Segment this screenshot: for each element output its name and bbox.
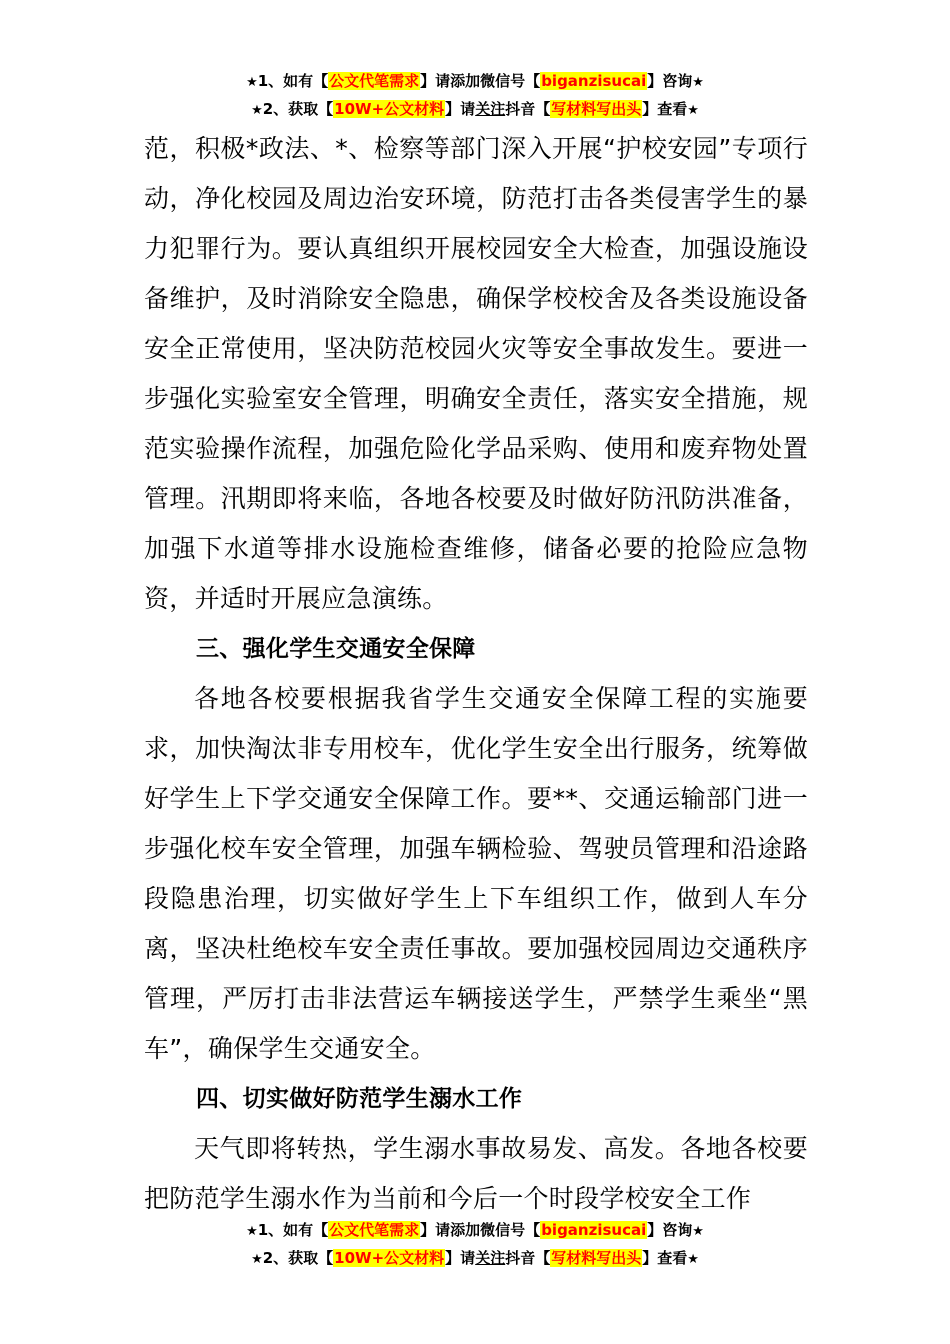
star-icon: ★ [692,75,704,90]
banner-highlight: 10W+公文材料 [334,100,445,118]
banner-line-2 [0,96,950,124]
banner-text: 】查看 [642,100,688,118]
star-icon: ★ [687,1252,699,1267]
header-banner [0,68,950,124]
banner-text: 】咨询 [647,72,693,90]
banner-text: 】查看 [642,1249,688,1267]
star-icon: ★ [251,1252,263,1267]
star-icon: ★ [687,103,699,118]
banner-highlight: 公文代笔需求 [329,1221,420,1239]
section-heading-4: 四、切实做好防范学生溺水工作 [196,1086,523,1112]
banner-text: 抖音【 [505,1249,551,1267]
footer-banner [0,1217,950,1273]
banner-text: 1、如有【 [257,72,329,90]
banner-line-1 [0,1217,950,1245]
banner-text: 】请 [445,1249,476,1267]
banner-highlight: 10W+公文材料 [334,1249,445,1267]
star-icon: ★ [246,1224,258,1239]
banner-text: 2、获取【 [262,100,334,118]
banner-text: 1、如有【 [257,1221,329,1239]
banner-line-2 [0,1245,950,1273]
star-icon: ★ [246,75,258,90]
paragraph: 各地各校要根据我省学生交通安全保障工程的实施要求，加快淘汰非专用校车，优化学生安全出行服务，统筹做好学生上下学交通安全保障工作。要**、交通运输部门进一步强化校车安全管理，加强车辆检验、驾驶员管理和沿途路段隐患治理，切实做好学生上下车组织工作，做到人车分离，坚决杜绝校车安全责任事故。要加强校园周边交通秩序管理，严厉打击非法营运车辆接送学生，严禁学生乘坐“黑车”，确保学生交通安全。 [144,684,808,1063]
banner-underlined: 关注 [475,1249,506,1267]
banner-highlight: biganzisucai [541,1221,647,1239]
banner-highlight: 公文代笔需求 [329,72,420,90]
banner-text: 2、获取【 [262,1249,334,1267]
paragraph-continued: 范，积极*政法、*、检察等部门深入开展“护校安园”专项行动，净化校园及周边治安环境，防范打击各类侵害学生的暴力犯罪行为。要认真组织开展校园安全大检查，加强设施设备维护，及时消除安全隐患，确保学校校舍及各类设施设备安全正常使用，坚决防范校园火灾等安全事故发生。要进一步强化实验室安全管理，明确安全责任，落实安全措施，规范实验操作流程，加强危险化学品采购、使用和废弃物处置管理。汛期即将来临，各地各校要及时做好防汛防洪准备，加强下水道等排水设施检查维修，储备必要的抢险应急物资，并适时开展应急演练。 [144,134,808,613]
banner-underlined: 关注 [475,100,506,118]
banner-highlight: 写材料写出头 [551,1249,642,1267]
document-body [144,124,808,1224]
banner-highlight: biganzisucai [541,72,647,90]
banner-text: 抖音【 [505,100,551,118]
paragraph: 天气即将转热，学生溺水事故易发、高发。各地各校要把防范学生溺水作为当前和今后一个时段学校安全工作 [144,1134,808,1213]
star-icon: ★ [251,103,263,118]
banner-text: 】请添加微信号【 [420,72,541,90]
banner-text: 】请 [445,100,476,118]
banner-text: 】请添加微信号【 [420,1221,541,1239]
star-icon: ★ [692,1224,704,1239]
banner-text: 】咨询 [647,1221,693,1239]
banner-highlight: 写材料写出头 [551,100,642,118]
section-heading-3: 三、强化学生交通安全保障 [196,636,476,662]
banner-line-1 [0,68,950,96]
